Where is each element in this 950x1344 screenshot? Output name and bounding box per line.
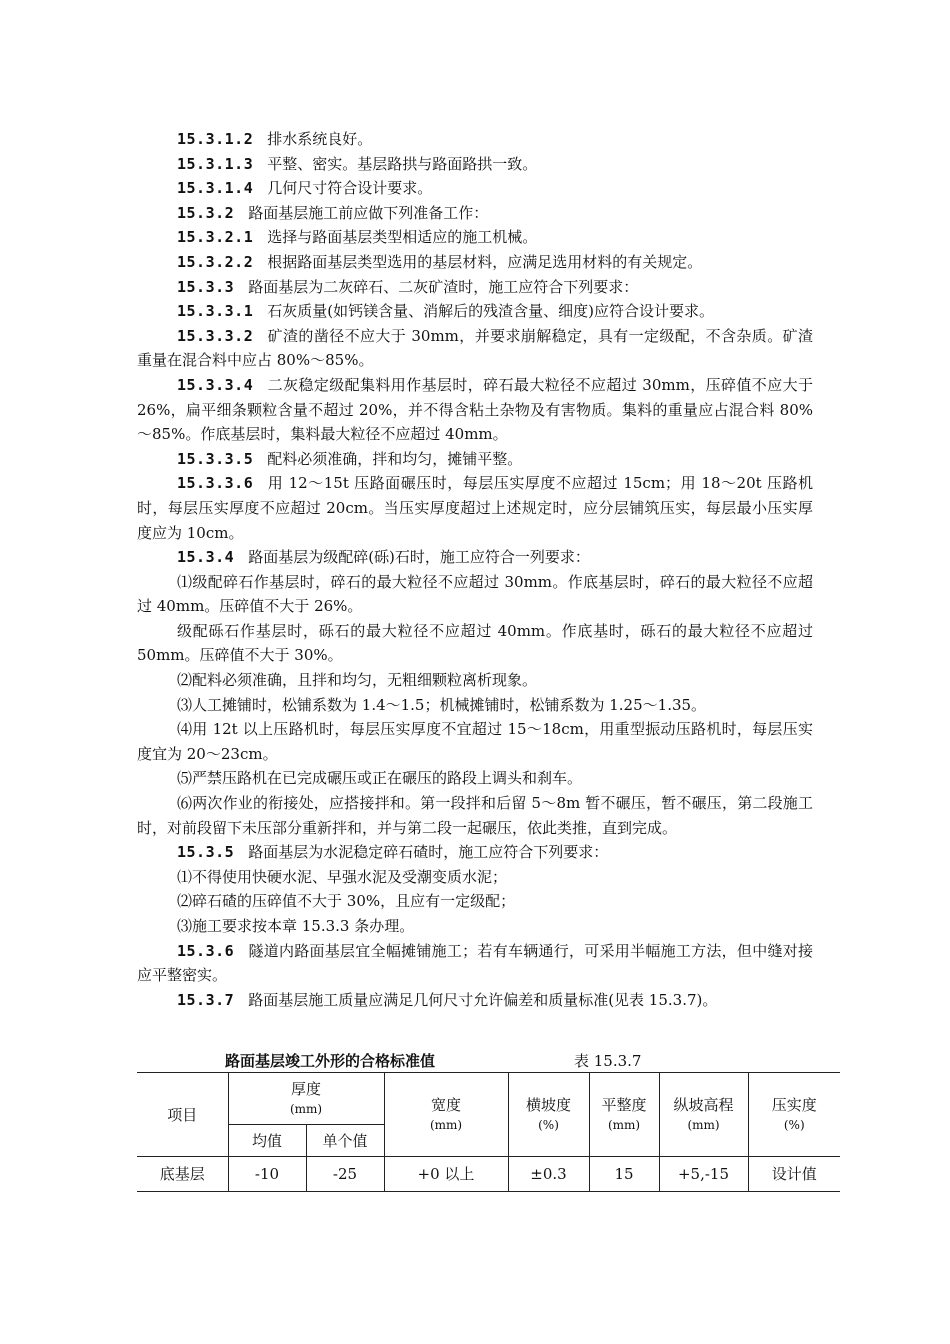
clause-number: 15.3.4 xyxy=(177,548,235,567)
paragraph-text: 配料必须准确，拌和均匀，摊铺平整。 xyxy=(267,449,523,468)
paragraph-text: 路面基层为水泥稳定碎石碴时，施工应符合下列要求： xyxy=(248,843,609,862)
paragraph-text: ⑵配料必须准确，且拌和均匀，无粗细颗粒离析现象。 xyxy=(177,671,538,690)
paragraph xyxy=(137,865,813,890)
clause-number: 15.3.2.2 xyxy=(177,252,254,271)
paragraph xyxy=(137,152,813,177)
paragraph-text: ⑸严禁压路机在已完成碾压或正在碾压的路段上调头和刹车。 xyxy=(177,769,583,788)
header-cross-slope: 横坡度 (%) xyxy=(508,1073,589,1157)
clause-number: 15.3.2.1 xyxy=(177,228,254,247)
paragraph-text: 几何尺寸符合设计要求。 xyxy=(267,179,433,198)
paragraph xyxy=(137,766,813,791)
paragraph xyxy=(137,988,813,1013)
paragraph-text: 路面基层施工前应做下列准备工作： xyxy=(248,203,489,222)
cell-width: +0 以上 xyxy=(384,1157,508,1192)
header-elevation: 纵坡高程 (mm) xyxy=(659,1073,748,1157)
paragraph xyxy=(137,225,813,250)
clause-number: 15.3.3.5 xyxy=(177,449,254,468)
paragraph xyxy=(137,717,813,766)
paragraph xyxy=(137,127,813,152)
paragraph xyxy=(137,275,813,300)
table-row xyxy=(137,1157,840,1192)
table-number: 表 15.3.7 xyxy=(574,1052,642,1070)
paragraph-text: 用 12～15t 压路面碾压时，每层压实厚度不应超过 15cm；用 18～20t 压路机时，每层压实厚度不应超过 20cm。当压实厚度超过上述规定时，应分层铺筑压实，每层最小压实厚度应为 10cm。 xyxy=(137,474,813,542)
clause-number: 15.3.6 xyxy=(177,941,235,960)
paragraph xyxy=(137,939,813,988)
cell-compaction: 设计值 xyxy=(748,1157,840,1192)
paragraph xyxy=(137,471,813,545)
table-title: 路面基层竣工外形的合格标准值 xyxy=(225,1052,436,1070)
paragraph-text: ⑶施工要求按本章 15.3.3 条办理。 xyxy=(177,917,415,935)
paragraph xyxy=(137,250,813,275)
cell-single: -25 xyxy=(306,1157,384,1192)
standards-table-block xyxy=(137,1050,840,1192)
clause-number: 15.3.1.2 xyxy=(177,130,254,148)
cell-cross-slope: ±0.3 xyxy=(508,1157,589,1192)
paragraph-text: 选择与路面基层类型相适应的施工机械。 xyxy=(267,228,538,247)
clause-number: 15.3.5 xyxy=(177,843,235,862)
paragraph xyxy=(137,373,813,447)
clause-number: 15.3.3.2 xyxy=(177,326,254,345)
header-single: 单个值 xyxy=(306,1125,384,1157)
paragraph-text: 排水系统良好。 xyxy=(267,130,373,148)
paragraph-text: 矿渣的凿径不应大于 30mm，并要求崩解稳定，具有一定级配，不含杂质。矿渣重量在混合料中应占 80%～85%。 xyxy=(137,326,813,370)
paragraph-text: ⑹两次作业的衔接处，应搭接拌和。第一段拌和后留 5～8m 暂不碾压，暂不碾压，第二段施工时，对前段留下未压部分重新拌和，并与第二段一起碾压，依此类推，直到完成。 xyxy=(137,794,813,837)
paragraph xyxy=(137,889,813,914)
clause-number: 15.3.1.4 xyxy=(177,179,254,198)
header-width: 宽度 (mm) xyxy=(384,1073,508,1157)
clause-number: 15.3.1.3 xyxy=(177,154,254,173)
paragraph-text: 根据路面基层类型选用的基层材料，应满足选用材料的有关规定。 xyxy=(267,252,703,271)
clause-number: 15.3.3.4 xyxy=(177,375,254,394)
paragraph xyxy=(137,619,813,668)
paragraph xyxy=(137,447,813,472)
cell-elevation: +5,-15 xyxy=(659,1157,748,1192)
cell-avg: -10 xyxy=(228,1157,306,1192)
paragraph-text: ⑶人工摊铺时，松铺系数为 1.4～1.5；机械摊铺时，松铺系数为 1.25～1.35。 xyxy=(177,695,707,714)
paragraph xyxy=(137,570,813,619)
paragraph-text: 隧道内路面基层宜全幅摊铺施工；若有车辆通行，可采用半幅施工方法，但中缝对接应平整密实。 xyxy=(137,941,813,985)
paragraph-text: 路面基层为级配碎(砾)石时，施工应符合一列要求： xyxy=(248,548,590,567)
paragraph-text: ⑷用 12t 以上压路机时，每层压实厚度不宜超过 15～18cm，用重型振动压路机时，每层压实度宜为 20～23cm。 xyxy=(137,720,813,763)
standards-table xyxy=(137,1072,840,1192)
clause-number: 15.3.3 xyxy=(177,277,235,296)
clause-number: 15.3.7 xyxy=(177,990,235,1009)
paragraph xyxy=(137,791,813,840)
body-text xyxy=(137,127,813,1012)
paragraph-text: ⑵碎石碴的压碎值不大于 30%，且应有一定级配； xyxy=(177,892,516,911)
header-row xyxy=(137,1073,840,1125)
header-avg: 均值 xyxy=(228,1125,306,1157)
header-flatness: 平整度 (mm) xyxy=(589,1073,659,1157)
paragraph-text: 级配砾石作基层时，砾石的最大粒径不应超过 40mm。作底基时，砾石的最大粒径不应超过 50mm。压碎值不大于 30%。 xyxy=(137,621,813,665)
header-thickness: 厚度 (mm) xyxy=(228,1073,384,1125)
paragraph xyxy=(137,668,813,693)
clause-number: 15.3.3.1 xyxy=(177,302,254,321)
paragraph xyxy=(137,176,813,201)
table-caption xyxy=(137,1050,840,1072)
clause-number: 15.3.2 xyxy=(177,203,235,222)
clause-number: 15.3.3.6 xyxy=(177,474,254,493)
paragraph xyxy=(137,201,813,226)
paragraph-text: ⑴不得使用快硬水泥、早强水泥及受潮变质水泥； xyxy=(177,867,508,886)
header-item: 项目 xyxy=(137,1073,228,1157)
paragraph xyxy=(137,299,813,324)
paragraph xyxy=(137,914,813,939)
paragraph xyxy=(137,693,813,718)
paragraph-text: 平整、密实。基层路拱与路面路拱一致。 xyxy=(267,154,538,173)
paragraph-text: 二灰稳定级配集料用作基层时，碎石最大粒径不应超过 30mm，压碎值不应大于 26%，扁平细条颗粒含量不超过 20%，并不得含粘土杂物及有害物质。集料的重量应占混合料 80%～85%。作底基层时，集料最大粒径不应超过 40mm。 xyxy=(137,375,813,444)
paragraph xyxy=(137,324,813,373)
paragraph xyxy=(137,545,813,570)
paragraph-text: 路面基层为二灰碎石、二灰矿渣时，施工应符合下列要求： xyxy=(248,277,639,296)
cell-item: 底基层 xyxy=(137,1157,228,1192)
paragraph-text: ⑴级配碎石作基层时，碎石的最大粒径不应超过 30mm。作底基层时，碎石的最大粒径不应超过 40mm。压碎值不大于 26%。 xyxy=(137,572,813,616)
paragraph-text: 路面基层施工质量应满足几何尺寸允许偏差和质量标准(见表 15.3.7)。 xyxy=(248,990,718,1009)
cell-flatness: 15 xyxy=(589,1157,659,1192)
header-compaction: 压实度 (%) xyxy=(748,1073,840,1157)
paragraph xyxy=(137,840,813,865)
paragraph-text: 石灰质量(如钙镁含量、消解后的残渣含量、细度)应符合设计要求。 xyxy=(267,302,714,321)
